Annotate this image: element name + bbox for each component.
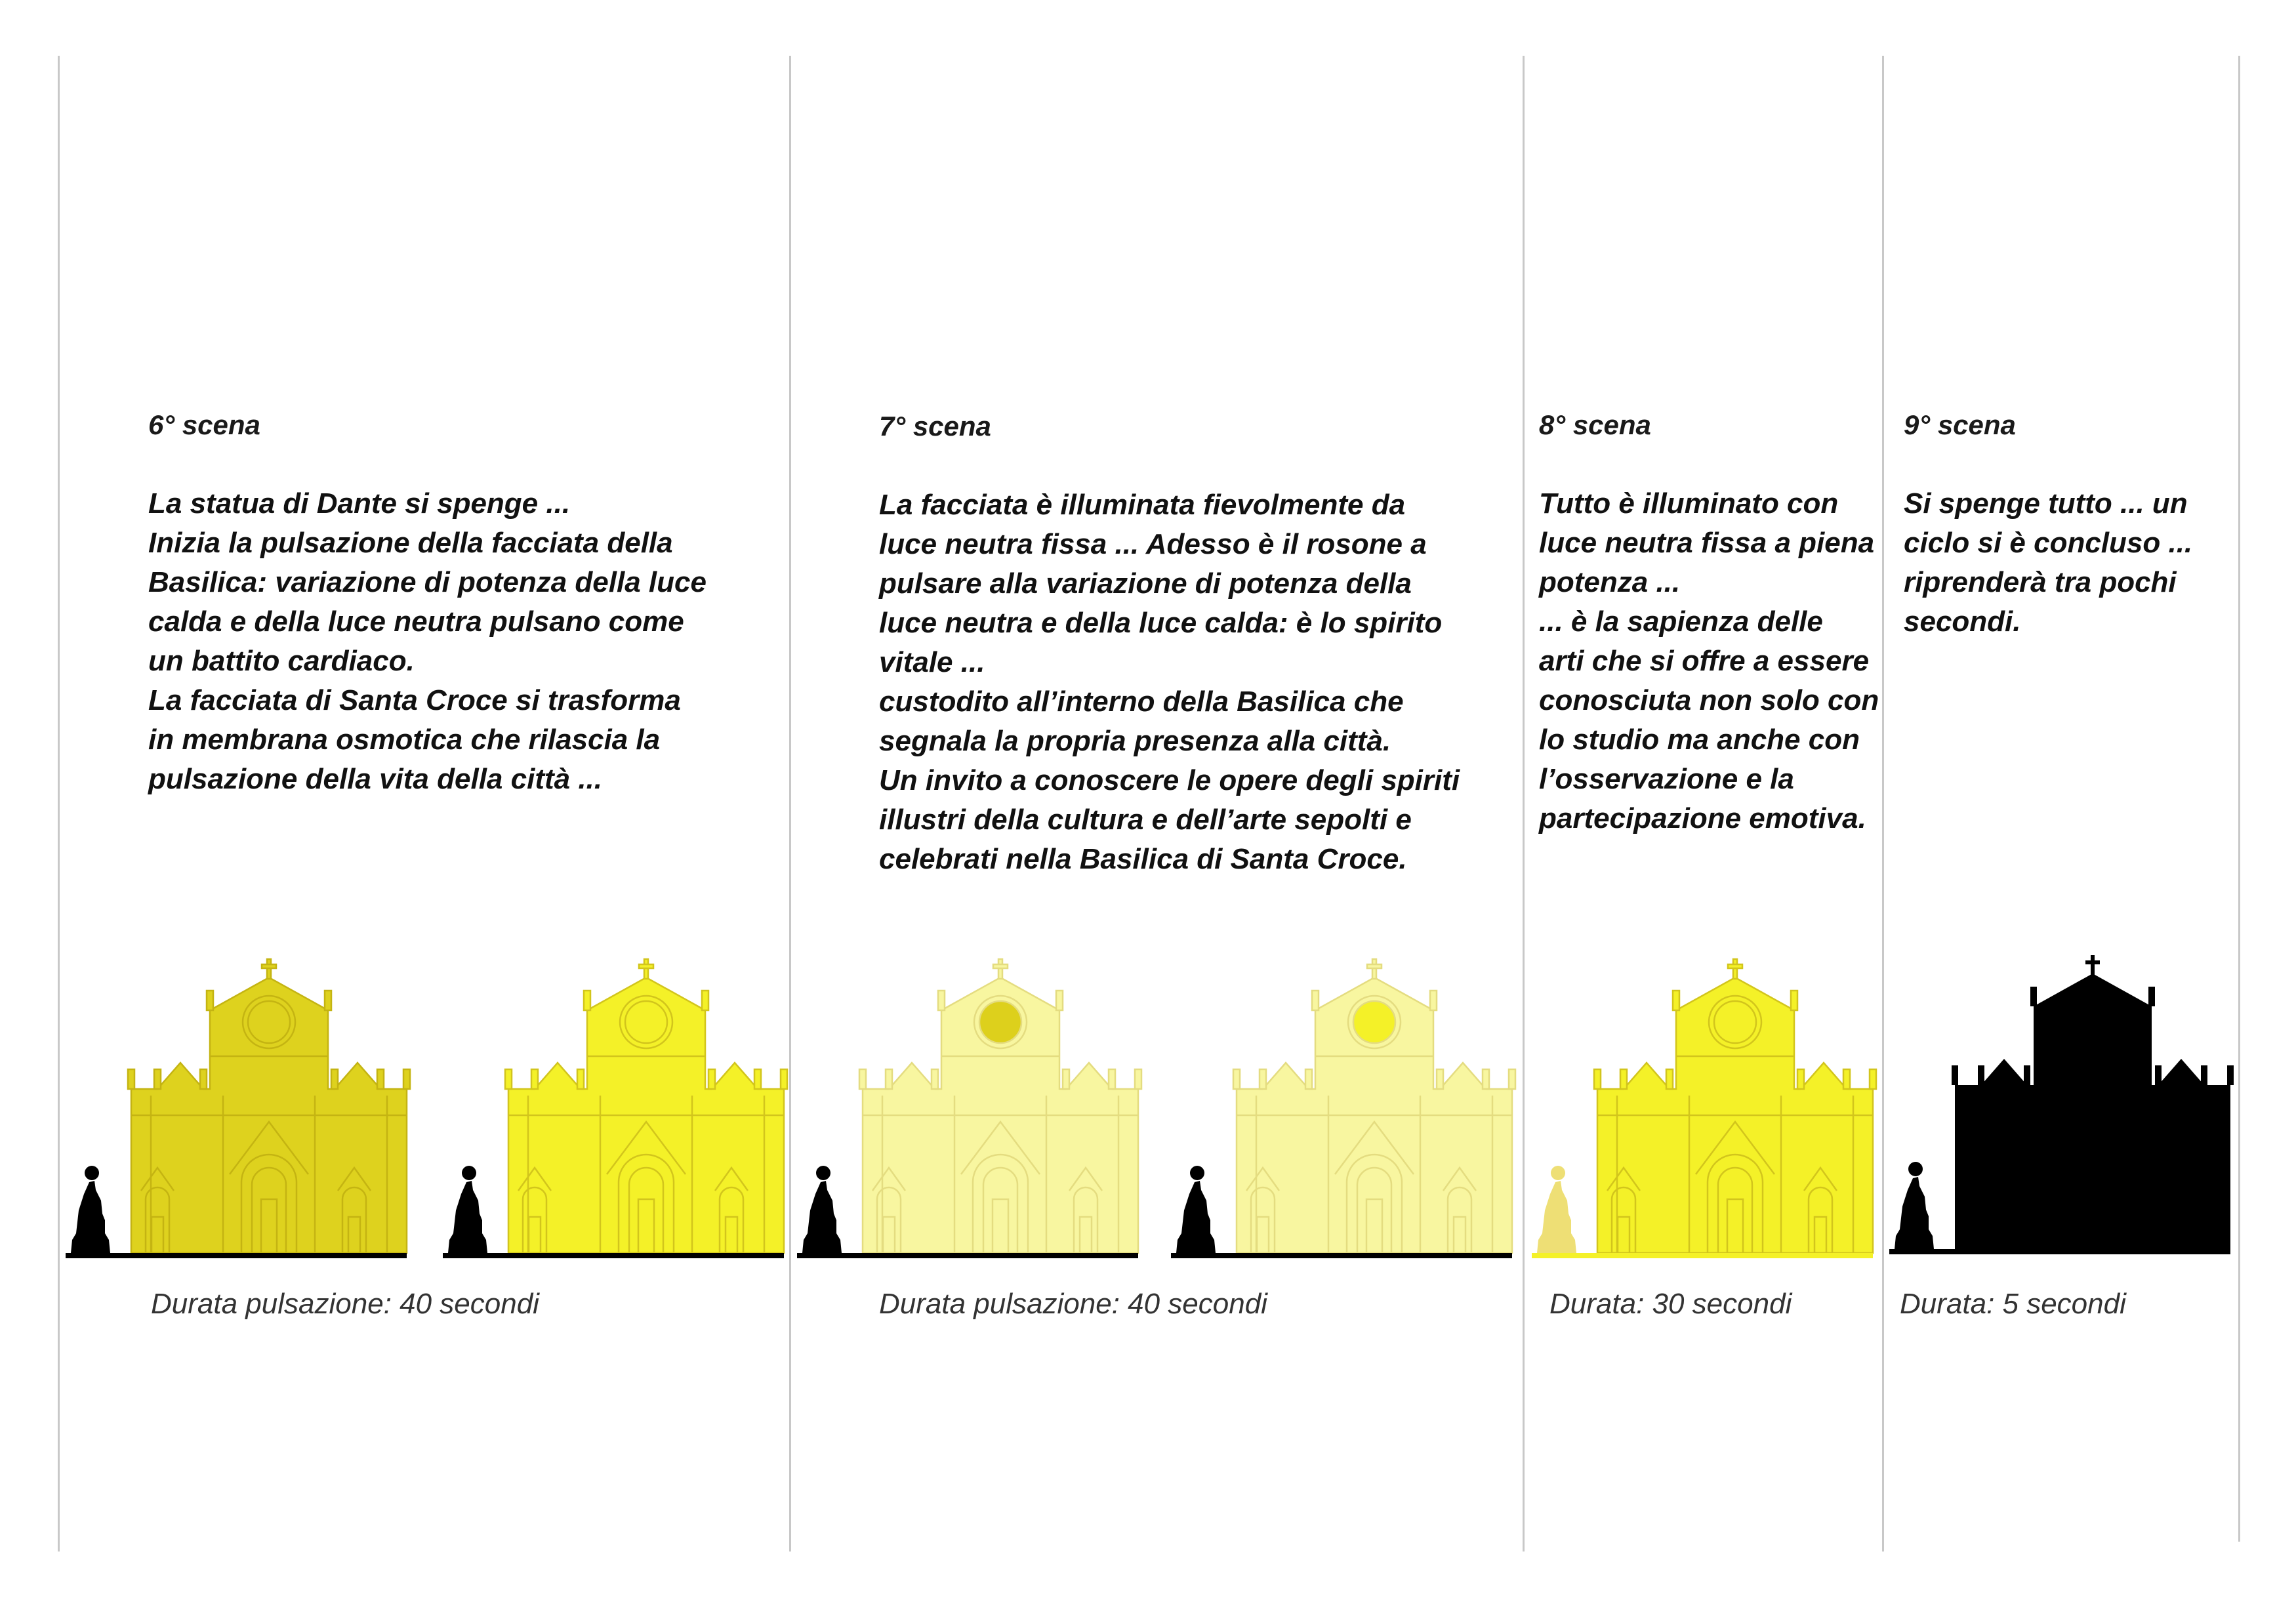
pinnacle-3 xyxy=(2030,987,2037,1006)
pinnacle-4 xyxy=(1791,991,1797,1010)
pinnacle-3 xyxy=(584,991,590,1010)
pinnacle-1 xyxy=(1260,1069,1266,1089)
scene-8-description xyxy=(1539,484,1879,838)
scene-7-line-2: luce neutra fissa ... Adesso è il rosone a xyxy=(879,528,1427,560)
pinnacle-5 xyxy=(331,1069,338,1089)
facade-shape xyxy=(1594,959,1876,1253)
pinnacle-7 xyxy=(1870,1069,1876,1089)
scene-8-line-8: l’osservazione e la xyxy=(1539,763,1794,795)
pinnacle-0 xyxy=(1233,1069,1240,1089)
facade-shape xyxy=(1952,955,2234,1249)
scene-9-duration: Durata: 5 secondi xyxy=(1900,1288,2126,1320)
scene-6-line-8: pulsazione della vita della città ... xyxy=(148,763,602,795)
statue-silhouette xyxy=(1537,1166,1576,1253)
facade-shape xyxy=(128,959,410,1253)
scene-6-line-2: Inizia la pulsazione della facciata della xyxy=(148,527,673,559)
pinnacle-5 xyxy=(1797,1069,1804,1089)
ground-line xyxy=(66,1253,407,1258)
scene-8-line-3: potenza ... xyxy=(1539,566,1681,598)
scene-7-line-7: segnala la propria presenza alla città. xyxy=(879,725,1391,757)
scene-7-line-6: custodito all’interno della Basilica che xyxy=(879,686,1404,718)
pinnacle-7 xyxy=(1135,1069,1141,1089)
pinnacle-1 xyxy=(1620,1069,1627,1089)
scene-7-line-3: pulsare alla variazione di potenza della xyxy=(879,567,1412,600)
scene-8-line-5: arti che si offre a essere xyxy=(1539,645,1870,677)
pinnacle-0 xyxy=(859,1069,866,1089)
facade-illustration-7b xyxy=(1171,971,1512,1260)
pinnacle-7 xyxy=(2227,1065,2234,1085)
scene-7-line-9: illustri della cultura e dell’arte sepolti e xyxy=(879,804,1412,836)
scene-6-title: 6° scena xyxy=(148,409,260,440)
scene-6-line-1: La statua di Dante si spenge ... xyxy=(148,487,571,520)
pinnacle-3 xyxy=(938,991,945,1010)
scene-8-title: 8° scena xyxy=(1539,409,1651,440)
pinnacle-6 xyxy=(2201,1065,2207,1085)
pinnacle-7 xyxy=(781,1069,787,1089)
facade-illustration-7a xyxy=(797,971,1138,1260)
pinnacle-0 xyxy=(1594,1069,1601,1089)
pinnacle-3 xyxy=(1673,991,1679,1010)
ground-line xyxy=(1171,1253,1512,1258)
scene-6-line-3: Basilica: variazione di potenza della luce xyxy=(148,566,707,598)
pinnacle-4 xyxy=(1430,991,1437,1010)
scene-8-line-7: lo studio ma anche con xyxy=(1539,724,1860,756)
cross-horizontal xyxy=(639,964,653,968)
statue-silhouette xyxy=(448,1166,487,1253)
scene-9-line-1: Si spenge tutto ... un xyxy=(1904,487,2188,520)
scene-7-line-5: vitale ... xyxy=(879,646,985,678)
scene-7-title: 7° scena xyxy=(879,411,991,442)
scene-8-line-9: partecipazione emotiva. xyxy=(1539,802,1866,834)
pinnacle-4 xyxy=(702,991,708,1010)
pinnacle-6 xyxy=(377,1069,384,1089)
pinnacle-2 xyxy=(1305,1069,1312,1089)
pinnacle-6 xyxy=(1843,1069,1850,1089)
scene-8-duration: Durata: 30 secondi xyxy=(1549,1288,1792,1320)
scene-9-title: 9° scena xyxy=(1904,409,2016,440)
pinnacle-3 xyxy=(1312,991,1319,1010)
scene-7-line-4: luce neutra e della luce calda: è lo spirito xyxy=(879,607,1443,639)
pinnacle-5 xyxy=(1437,1069,1443,1089)
pinnacle-0 xyxy=(505,1069,512,1089)
cross-horizontal xyxy=(1367,964,1382,968)
facade-shape xyxy=(505,959,787,1253)
pinnacle-5 xyxy=(2155,1065,2162,1085)
pinnacle-2 xyxy=(2024,1065,2030,1085)
column-divider-4 xyxy=(1882,56,1884,1551)
ground-line xyxy=(443,1253,784,1258)
statue-silhouette xyxy=(802,1166,842,1253)
scene-6-line-4: calda e della luce neutra pulsano come xyxy=(148,606,684,638)
pinnacle-1 xyxy=(1978,1065,1984,1085)
pinnacle-3 xyxy=(207,991,213,1010)
scene-7-line-1: La facciata è illuminata fievolmente da xyxy=(879,489,1406,521)
scene-8-line-1: Tutto è illuminato con xyxy=(1539,487,1839,520)
facade-illustration-6b xyxy=(443,971,784,1260)
column-divider-5 xyxy=(2238,56,2240,1542)
scene-9-line-3: riprenderà tra pochi xyxy=(1904,566,2177,598)
scene-8-line-4: ... è la sapienza delle xyxy=(1539,606,1823,638)
cross-horizontal xyxy=(262,964,276,968)
facade-illustration-9 xyxy=(1889,971,2230,1260)
ground-line xyxy=(1889,1249,2230,1254)
scene-6-line-7: in membrana osmotica che rilascia la xyxy=(148,724,661,756)
scene-7-line-10: celebrati nella Basilica di Santa Croce. xyxy=(879,843,1407,875)
ground-line xyxy=(797,1253,1138,1258)
pinnacle-2 xyxy=(932,1069,938,1089)
pinnacle-2 xyxy=(1666,1069,1673,1089)
pinnacle-5 xyxy=(708,1069,715,1089)
scene-8-line-2: luce neutra fissa a piena xyxy=(1539,527,1875,559)
column-divider-3 xyxy=(1523,56,1525,1551)
scene-9-description xyxy=(1904,484,2192,642)
pinnacle-4 xyxy=(1056,991,1063,1010)
scene-6-description xyxy=(148,484,707,799)
pinnacle-2 xyxy=(577,1069,584,1089)
pinnacle-0 xyxy=(128,1069,134,1089)
scene-7-duration: Durata pulsazione: 40 secondi xyxy=(879,1288,1267,1320)
scene-6-line-6: La facciata di Santa Croce si trasforma xyxy=(148,684,681,716)
pinnacle-6 xyxy=(1109,1069,1115,1089)
statue-silhouette xyxy=(71,1166,110,1253)
facade-illustration-8 xyxy=(1532,971,1873,1260)
pinnacle-1 xyxy=(154,1069,161,1089)
column-divider-1 xyxy=(58,56,60,1551)
cross-vertical xyxy=(2091,955,2095,975)
column-divider-2 xyxy=(789,56,791,1551)
scene-6-duration: Durata pulsazione: 40 secondi xyxy=(151,1288,539,1320)
pinnacle-6 xyxy=(754,1069,761,1089)
scene-7-description xyxy=(879,485,1460,879)
pinnacle-5 xyxy=(1063,1069,1069,1089)
rose-window xyxy=(979,1001,1021,1043)
pinnacle-4 xyxy=(325,991,331,1010)
pinnacle-0 xyxy=(1952,1065,1958,1085)
statue-silhouette xyxy=(1176,1166,1216,1253)
cross-horizontal xyxy=(2085,960,2100,964)
pinnacle-2 xyxy=(200,1069,207,1089)
scene-7-line-8: Un invito a conoscere le opere degli spiriti xyxy=(879,764,1460,796)
cross-horizontal xyxy=(993,964,1008,968)
ground-line xyxy=(1532,1253,1873,1258)
pinnacle-1 xyxy=(886,1069,892,1089)
pinnacle-1 xyxy=(531,1069,538,1089)
pinnacle-6 xyxy=(1483,1069,1489,1089)
statue-silhouette xyxy=(1895,1162,1934,1249)
scene-9-line-4: secondi. xyxy=(1904,606,2021,638)
cross-horizontal xyxy=(1728,964,1742,968)
rose-window xyxy=(1353,1001,1395,1043)
pinnacle-7 xyxy=(1509,1069,1515,1089)
pinnacle-7 xyxy=(403,1069,410,1089)
facade-illustration-6a xyxy=(66,971,407,1260)
pinnacle-4 xyxy=(2148,987,2155,1006)
scene-9-line-2: ciclo si è concluso ... xyxy=(1904,527,2193,559)
scene-6-line-5: un battito cardiaco. xyxy=(148,645,415,677)
scene-8-line-6: conosciuta non solo con xyxy=(1539,684,1879,716)
